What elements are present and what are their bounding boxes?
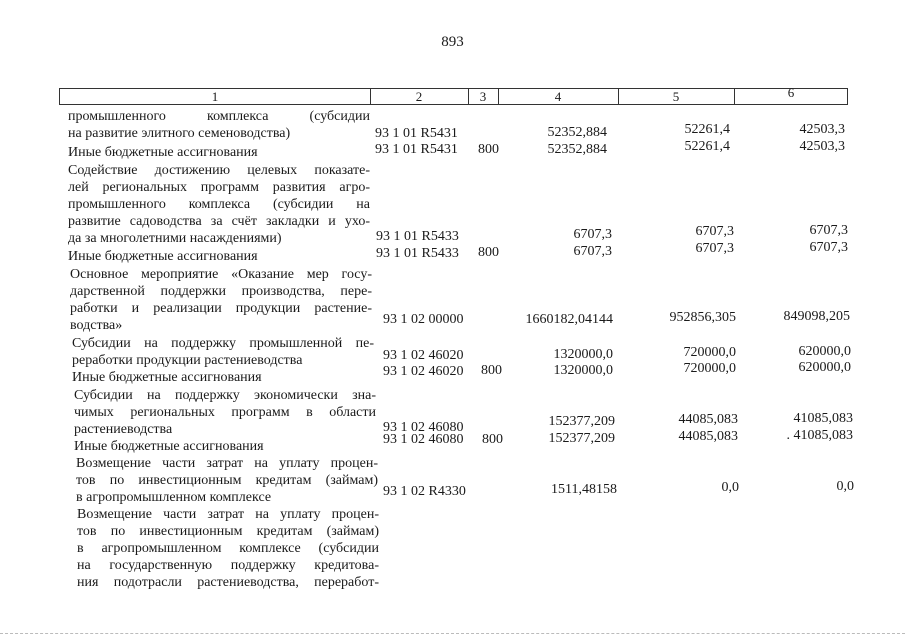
row-value-col5: 720000,0: [683, 361, 736, 376]
row-value-col4: 1511,48158: [551, 482, 617, 497]
row-description-line: Возмещение части затрат на уплату процен-: [77, 507, 379, 522]
row-value-col6: 42503,3: [799, 122, 845, 137]
row-description-line: ния подотрасли растениеводства, переработ-: [77, 575, 379, 590]
row-value-col5: 0,0: [721, 480, 739, 495]
row-code: 93 1 02 00000: [383, 312, 464, 327]
row-description-line: да за многолетними насаждениями): [68, 231, 282, 246]
page-number: 893: [441, 34, 464, 50]
row-value-col6: 42503,3: [799, 139, 845, 154]
row-description-line: промышленного комплекса (субсидии на: [68, 197, 370, 212]
row-value-col6: 849098,205: [783, 309, 850, 324]
col-header-6: 6: [787, 85, 795, 100]
row-description-line: Субсидии на поддержку промышленной пе-: [72, 336, 374, 351]
row-description-line: Иные бюджетные ассигнования: [74, 439, 264, 454]
col-header-3: 3: [479, 89, 487, 104]
row-description-line: на государственную поддержку кредитова-: [77, 558, 379, 573]
row-code: 93 1 02 46080: [383, 432, 464, 447]
row-value-col5: 952856,305: [669, 310, 736, 325]
row-value-col4: 6707,3: [573, 244, 612, 259]
row-value-col5: 52261,4: [684, 139, 730, 154]
row-description-line: Содействие достижению целевых показате-: [68, 163, 370, 178]
col-header-4: 4: [554, 89, 562, 104]
row-description-line: работки и реализации продукции растение-: [70, 301, 372, 316]
row-description-line: Иные бюджетные ассигнования: [72, 370, 262, 385]
row-description-line: Иные бюджетные ассигнования: [68, 249, 258, 264]
row-description-line: развитие садоводства за счёт закладки и ухо-: [68, 214, 370, 229]
row-code: 93 1 02 R4330: [383, 484, 466, 499]
row-description-line: в агропромышленном комплексе: [76, 490, 272, 505]
table-column-header: [59, 85, 848, 105]
row-value-col6: 620000,0: [798, 344, 851, 359]
row-value-col5: 6707,3: [695, 241, 734, 256]
row-description-line: тов по инвестиционным кредитам (займам): [77, 524, 379, 539]
col-header-5: 5: [672, 89, 680, 104]
row-value-col5: 6707,3: [695, 224, 734, 239]
row-description-line: Иные бюджетные ассигнования: [68, 145, 258, 160]
row-value-col5: 720000,0: [683, 345, 736, 360]
row-value-col4: 1660182,04144: [525, 312, 613, 327]
row-description-line: чимых региональных программ в области: [74, 405, 376, 420]
row-code: 93 1 01 R5433: [376, 229, 459, 244]
row-code: 93 1 01 R5433: [376, 246, 459, 261]
row-value-col6: 0,0: [836, 479, 854, 494]
row-code: 93 1 01 R5431: [375, 126, 458, 141]
row-value-col4: 152377,209: [548, 414, 615, 429]
row-description-line: тов по инвестиционным кредитам (займам): [76, 473, 378, 488]
row-description-line: водства»: [70, 318, 123, 333]
row-value-col6: 6707,3: [809, 240, 848, 255]
scan-edge-line: [0, 633, 905, 634]
row-code: 93 1 01 R5431: [375, 142, 458, 157]
col-header-2: 2: [415, 89, 423, 104]
row-vr: 800: [478, 245, 499, 260]
row-code: 93 1 02 46020: [383, 364, 464, 379]
row-description-line: Основное мероприятие «Оказание мер госу-: [70, 267, 372, 282]
row-description-line: Возмещение части затрат на уплату процен-: [76, 456, 378, 471]
row-vr: 800: [481, 363, 502, 378]
row-value-col4: 52352,884: [547, 125, 607, 140]
row-description-line: реработки продукции растениеводства: [72, 353, 303, 368]
row-description-line: в агропромышленном комплексе (субсидии: [77, 541, 379, 556]
row-vr: 800: [478, 142, 499, 157]
row-code: 93 1 02 46080: [383, 420, 464, 435]
row-description-line: Субсидии на поддержку экономически зна-: [74, 388, 376, 403]
row-vr: 800: [482, 432, 503, 447]
row-value-col4: 6707,3: [573, 227, 612, 242]
row-value-col4: 52352,884: [547, 142, 607, 157]
col-header-1: 1: [211, 89, 219, 104]
row-value-col6: 41085,083: [793, 411, 853, 426]
row-value-col5: 44085,083: [678, 429, 738, 444]
row-description-line: лей региональных программ развития агро-: [68, 180, 370, 195]
row-value-col6: 620000,0: [798, 360, 851, 375]
row-code: 93 1 02 46020: [383, 348, 464, 363]
row-value-col4: 152377,209: [548, 431, 615, 446]
row-value-col6: . 41085,083: [786, 428, 853, 443]
row-value-col4: 1320000,0: [553, 347, 613, 362]
row-description-line: промышленного комплекса (субсидии: [68, 109, 370, 124]
row-description-line: на развитие элитного семеноводства): [68, 126, 291, 141]
row-value-col5: 52261,4: [684, 122, 730, 137]
row-value-col5: 44085,083: [678, 412, 738, 427]
row-description-line: дарственной поддержки производства, пере-: [70, 284, 372, 299]
row-value-col4: 1320000,0: [553, 363, 613, 378]
row-value-col6: 6707,3: [809, 223, 848, 238]
row-description-line: растениеводства: [74, 422, 173, 437]
